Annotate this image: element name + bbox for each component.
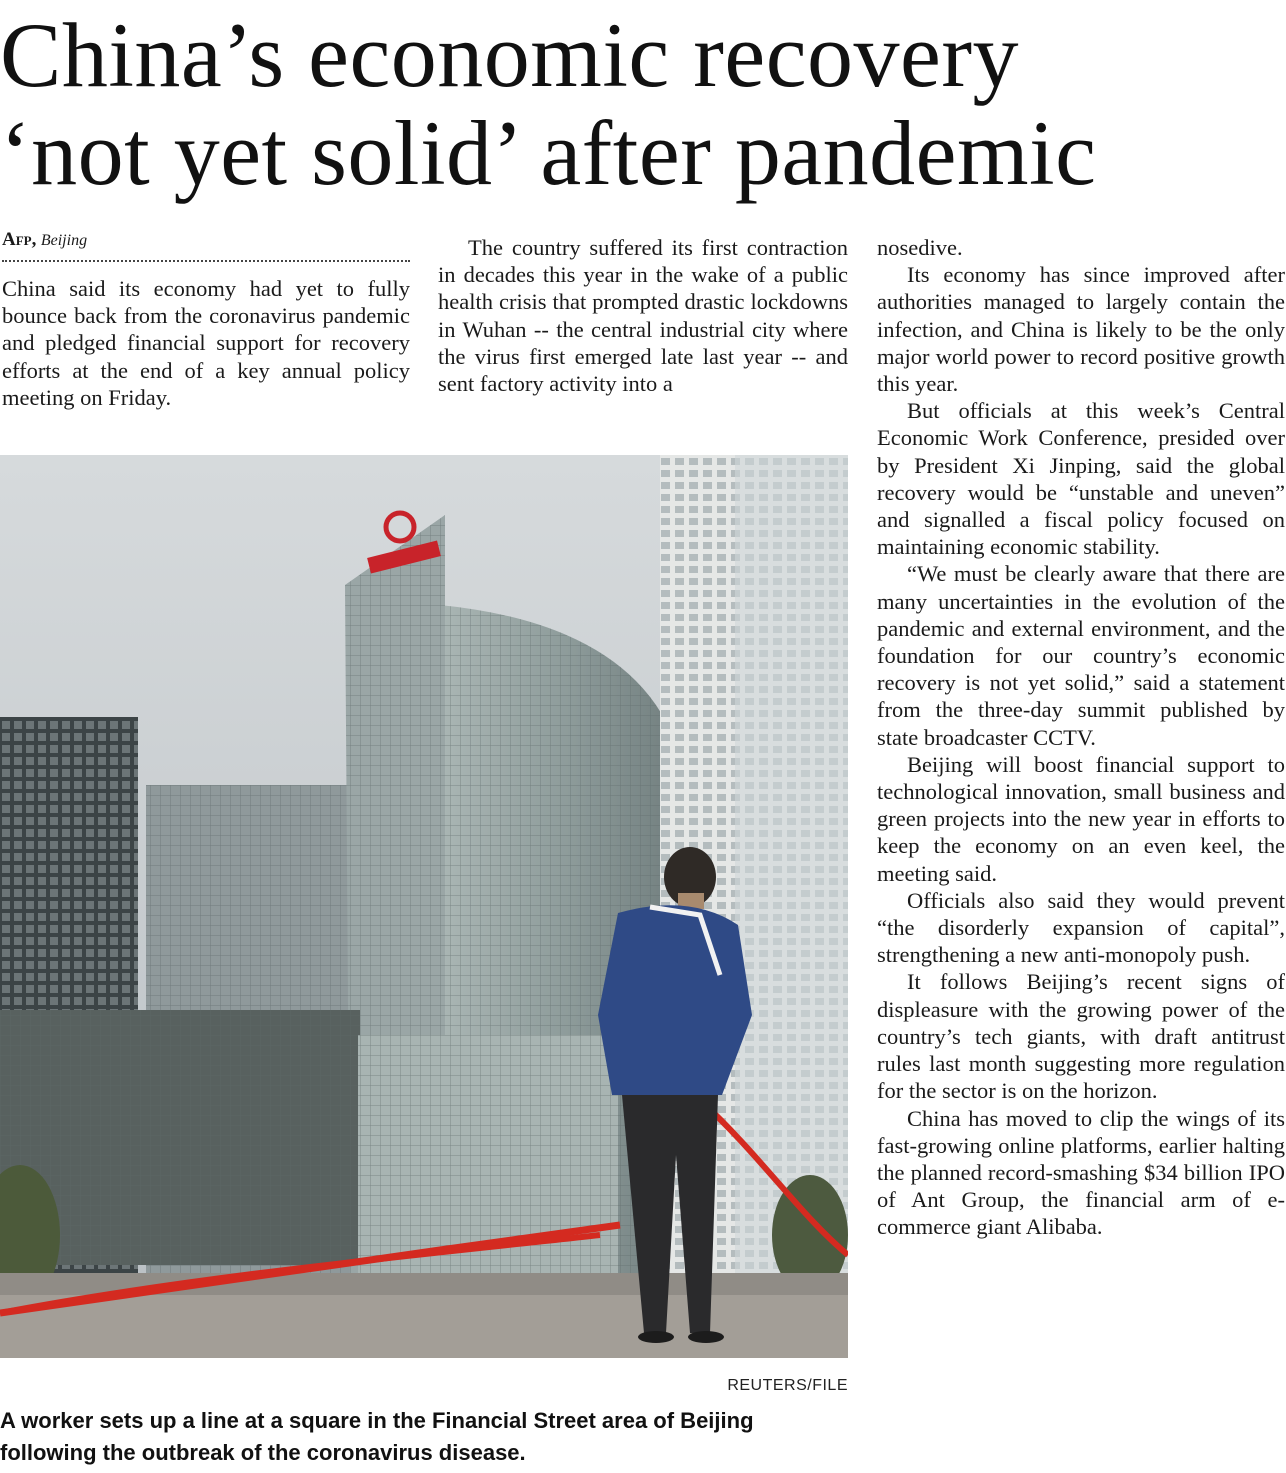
headline-line-2: ‘not yet solid’ after pandemic: [0, 102, 1097, 204]
paragraph: Officials also said they would prevent “the disorderly expansion of capital”, strengthening a new anti-monopoly push.: [877, 887, 1285, 968]
paragraph: Beijing will boost financial support to technological innovation, small business and green projects into the new year in efforts to keep the economy on an even keel, the meeting said.: [877, 751, 1285, 886]
paragraph: The country suffered its first contraction in decades this year in the wake of a public health crisis that prompted drastic lockdowns in Wuhan -- the central industrial city where the virus first emerged late last year -- and sent factory activity into a: [438, 235, 848, 397]
paragraph: “We must be clearly aware that there are many uncertainties in the evolution of the pandemic and external environment, and the foundation for our country’s economic recovery is not yet solid,” said a statement from the three-day summit published by state broadcaster CCTV.: [877, 561, 1285, 750]
paragraph: nosedive.: [877, 235, 963, 260]
byline-city: Beijing: [40, 232, 88, 249]
photo-credit: REUTERS/FILE: [727, 1377, 848, 1394]
photo-caption: A worker sets up a line at a square in the Financial Street area of Beijing following the outbreak of the coronavirus disease.: [0, 1408, 754, 1465]
paragraph: China said its economy had yet to fully bounce back from the coronavirus pandemic and pledged financial support for recovery efforts at the end of a key annual policy meeting on Friday.: [2, 276, 410, 410]
byline-agency: Afp,: [2, 229, 37, 250]
byline: [2, 228, 410, 252]
news-photo: [0, 455, 848, 1358]
paragraph: It follows Beijing’s recent signs of displeasure with the growing power of the country’s tech giants, with draft antitrust rules last month suggesting more regulation for the sector is on the horizon.: [877, 969, 1285, 1104]
paragraph: China has moved to clip the wings of its fast-growing online platforms, earlier halting the planned record-smashing $34 billion IPO of Ant Group, the financial arm of e-commerce giant Alibaba.: [877, 1105, 1285, 1240]
headline: [0, 6, 1286, 202]
article-column-1: [2, 275, 410, 411]
paragraph: But officials at this week’s Central Economic Work Conference, presided over by President Xi Jinping, said the global recovery would be “unstable and uneven” and signalled a fiscal policy focused on maintaining economic stability.: [877, 398, 1285, 560]
byline-divider: [2, 260, 410, 262]
headline-line-1: China’s economic recovery: [0, 4, 1020, 106]
article-column-3: [877, 234, 1285, 1241]
article-column-2: [438, 234, 848, 397]
paragraph: Its economy has since improved after authorities managed to largely contain the infection, and China is likely to be the only major world power to record positive growth this year.: [877, 262, 1285, 397]
